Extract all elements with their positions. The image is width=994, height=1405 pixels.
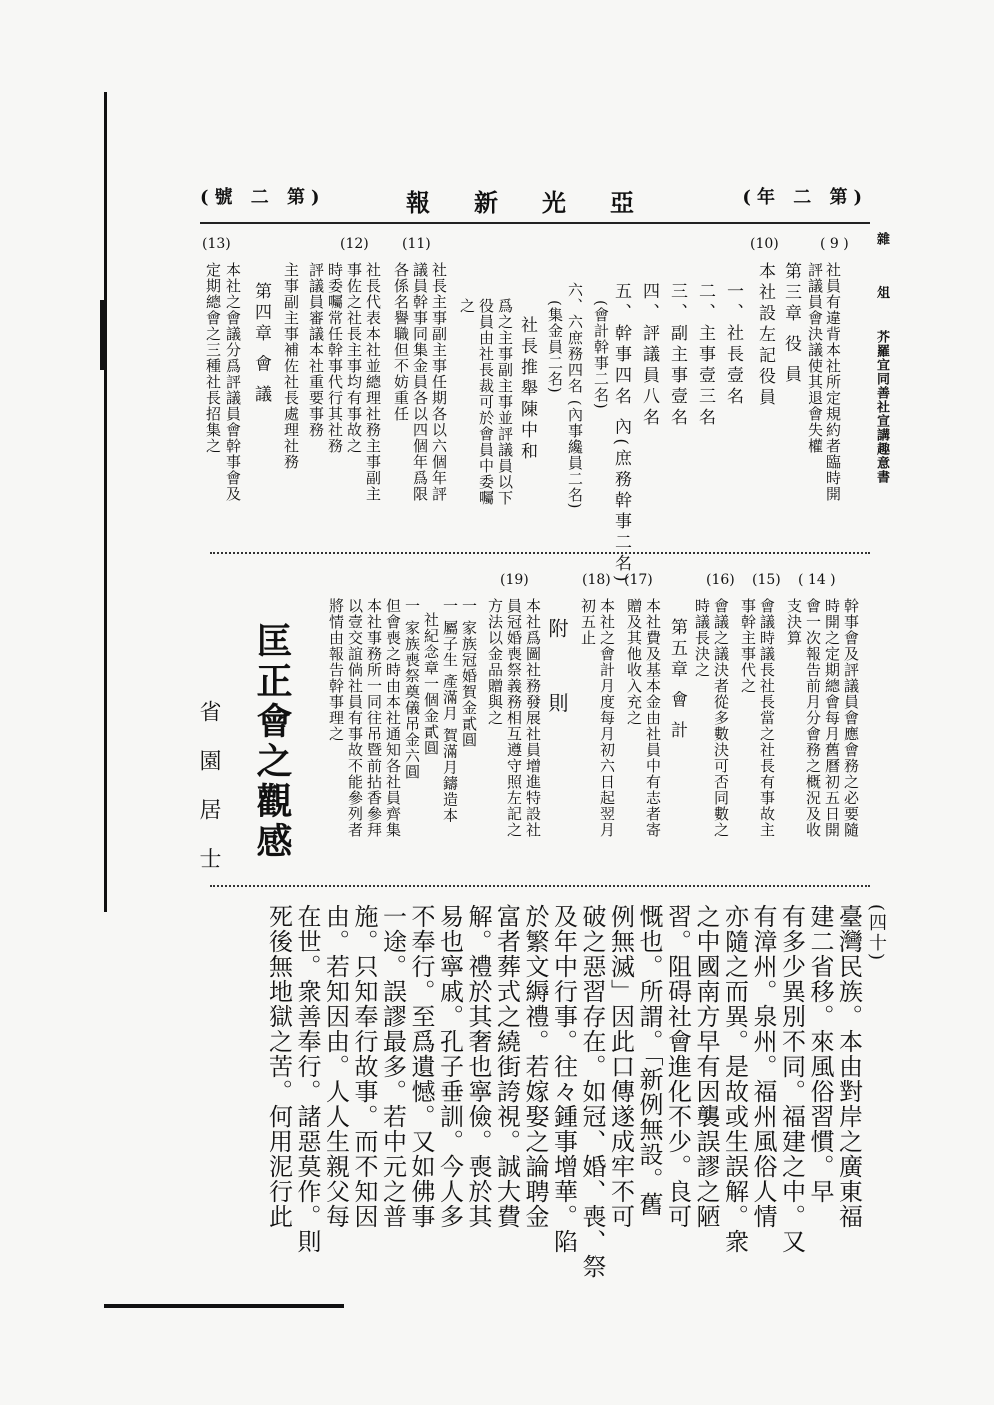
article-number-19: (19): [500, 572, 529, 588]
article-15-line-1: 會議時議長社長當之社長有事故主: [758, 598, 776, 838]
article-12-line-3: 時委囑常任幹事代行其社務: [326, 262, 344, 454]
essay-line-11: 及年中行事。往々鍾事增華。陷: [549, 904, 578, 1254]
essay-line-8: 慨也。所謂。「新例無設。舊: [635, 904, 663, 1217]
benefit-item-2: 一 屬子生 產滿月 賀滿月鑄造本: [441, 598, 459, 824]
article-9-line-1: 社員有違背本社所定規約者臨時開: [824, 262, 842, 502]
article-14-line-1: 幹事會及評議員會應會務之必要隨: [842, 598, 860, 838]
essay-line-16: 不奉行。至爲遺憾。又如佛事: [407, 904, 435, 1229]
essay-line-1: 臺灣民族。本由對岸之廣東福: [834, 904, 863, 1229]
article-11-line-2: 議員幹事同集金員各以四個年爲限: [411, 262, 429, 502]
article-number-11: (11): [402, 236, 431, 252]
benefit-note-4: 將情由報告幹事理之: [327, 598, 345, 742]
scan-edge-mark: [100, 300, 104, 370]
article-10-extra-4: 之: [458, 298, 476, 314]
article-number-16: (16): [706, 572, 735, 588]
essay-line-21: 死後無地獄之苦。何用泥行此: [264, 904, 293, 1229]
article-10-extra-2: 爲之主事副主事並評議員以下: [496, 298, 514, 506]
benefit-note-3: 以壹交誼倘社員有事故不能參列者: [346, 598, 364, 838]
essay-line-19: 由。若知因由。人人生親父每: [321, 904, 350, 1229]
article-number-10: (10): [750, 236, 779, 252]
benefit-item-2-cont: 社紀念章一個金貳圓: [422, 612, 440, 756]
benefit-item-1: 一 家族冠婚賀金貳圓: [460, 598, 478, 748]
essay-line-15: 易也寧戚。孔子垂訓。今人多: [435, 904, 464, 1229]
article-19-line-3: 方法以金品贈與之: [486, 598, 504, 726]
essay-line-7: 習。阻碍社會進化不少。良可: [663, 904, 692, 1229]
article-16-line-2: 時議長決之: [693, 598, 711, 678]
article-12-line-1: 社長代表本社並總理社務主事副主: [364, 262, 382, 502]
issue-number: (號 二 第): [200, 187, 326, 208]
article-18-line-1: 本社之會計月度每月初六日起翌月: [598, 598, 616, 838]
article-19-line-2: 員冠婚喪祭義務相互遵守照左記之: [505, 598, 523, 838]
role-6: 六、六庶務四名 (內事纔員二名): [566, 282, 584, 510]
role-2: 二、主事壹三名: [695, 282, 715, 429]
article-12-line-5: 主事副主事補佐社長處理社務: [282, 262, 300, 470]
article-14-line-3: 會一次報告前月分會務之概況及收: [804, 598, 822, 838]
page-number: (四十): [866, 904, 887, 963]
essay-line-5: 亦隨之而異。是故或生誤解。衆: [720, 904, 749, 1254]
article-13-line-1: 本社之會議分爲評議員會幹事會及: [224, 262, 242, 502]
section-label: 雜 俎: [874, 232, 889, 317]
essay-line-18: 施。只知奉行故事。而不知因: [350, 904, 378, 1229]
chapter-3-heading: 第三章 役 員: [781, 262, 801, 386]
article-10-intro: 本社設左記役員: [755, 262, 775, 409]
chapter-5-heading: 第五章 會 計: [667, 618, 687, 742]
essay-line-20: 在世。衆善奉行。諸惡莫作。則: [293, 904, 321, 1254]
newspaper-title: 報新光亞: [406, 188, 678, 217]
article-17-line-2: 贈及其他收入充之: [625, 598, 643, 726]
article-10-extra-3: 役員由社長裁可於會員中委囑: [477, 298, 495, 506]
essay-line-6: 之中國南方早有因襲誤謬之陋: [692, 904, 720, 1229]
role-5: 五、幹事四名 內(庶務幹事二名): [611, 282, 631, 586]
article-13-line-2: 定期總會之三種社長招集之: [204, 262, 222, 454]
article-12-line-4: 評議員審議本社重要事務: [307, 262, 325, 438]
essay-line-2: 建二省移。來風俗習慣。早: [806, 904, 834, 1204]
article-number-12: (12): [340, 236, 369, 252]
chapter-4-heading: 第四章 會 議: [251, 282, 271, 406]
essay-line-17: 一途。誤謬最多。若中元之普: [378, 904, 407, 1229]
article-11-line-3: 各係名譽職但不妨重任: [392, 262, 410, 422]
article-18-line-2: 初五止: [579, 598, 597, 646]
section-divider-2: [210, 885, 870, 887]
article-16-line-1: 會議之議決者從多數決可否同數之: [712, 598, 730, 838]
essay-author: 省 園 居 士: [196, 700, 221, 879]
role-5-note: (會計幹事二名): [592, 300, 610, 410]
article-number-17: (17): [624, 572, 653, 588]
benefit-note-1: 但會喪之時由本社通知各社員齊集: [384, 598, 402, 838]
article-14-line-2: 時開之定期總會每月舊曆初五日開: [823, 598, 841, 838]
article-number-13: (13): [202, 236, 231, 252]
article-10-extra-1: 社長推舉陳中和: [517, 316, 537, 463]
article-15-line-2: 事幹主事代之: [739, 598, 757, 694]
essay-line-13: 富者葬式之繞街誇視。誠大費: [492, 904, 521, 1229]
header-rule: [200, 222, 870, 224]
section-divider: [210, 552, 870, 554]
article-9-line-2: 評議員會決議使其退會失權: [806, 262, 824, 454]
essay-line-3: 有多少異別不同。福建之中。又: [777, 904, 806, 1254]
benefit-note-2: 本社事務所一同往吊暨前拈香參拜: [365, 598, 383, 838]
essay-line-12: 於繁文縟禮。若嫁娶之論聘金: [521, 904, 549, 1229]
role-4: 四、評議員八名: [639, 282, 659, 429]
article-11-line-1: 社長主事副主事任期各以六個年評: [430, 262, 448, 502]
section-subtitle: 芥羅宜同善社宣講趣意書: [874, 330, 889, 484]
scan-edge-line: [104, 92, 107, 912]
role-1: 一、社長壹名: [723, 282, 743, 408]
scan-bottom-mark: [104, 1304, 344, 1308]
year-number: (年 二 第): [742, 187, 868, 208]
article-number-9: ( 9 ): [820, 236, 849, 252]
article-14-line-4: 支決算: [785, 598, 803, 646]
essay-line-10: 破之惡習存在。如冠、婚、喪、祭: [578, 904, 606, 1279]
article-number-14: ( 14 ): [798, 572, 836, 588]
article-19-line-1: 本社爲圖社務發展社員增進特設社: [524, 598, 542, 838]
role-6-note: (集金員二名): [546, 300, 564, 394]
benefit-item-3: 一 家族喪祭奠儀吊金六圓: [403, 598, 421, 780]
article-number-18: (18): [582, 572, 611, 588]
role-3: 三、副主事壹名: [667, 282, 687, 429]
appendix-heading: 附 則: [545, 618, 569, 737]
article-12-line-2: 事佐之社長主事均有事故之: [345, 262, 363, 454]
essay-line-14: 解。禮於其奢也寧儉。喪於其: [464, 904, 492, 1229]
article-17-line-1: 本社費及基本金由社員中有志者寄: [644, 598, 662, 838]
essay-title: 匡正會之觀感: [251, 622, 293, 862]
essay-line-9: 例無滅」因此口傳遂成牢不可: [606, 904, 635, 1229]
page-header: [200, 183, 868, 217]
essay-line-4: 有漳州。泉州。福州風俗人情: [749, 904, 777, 1229]
article-number-15: (15): [752, 572, 781, 588]
